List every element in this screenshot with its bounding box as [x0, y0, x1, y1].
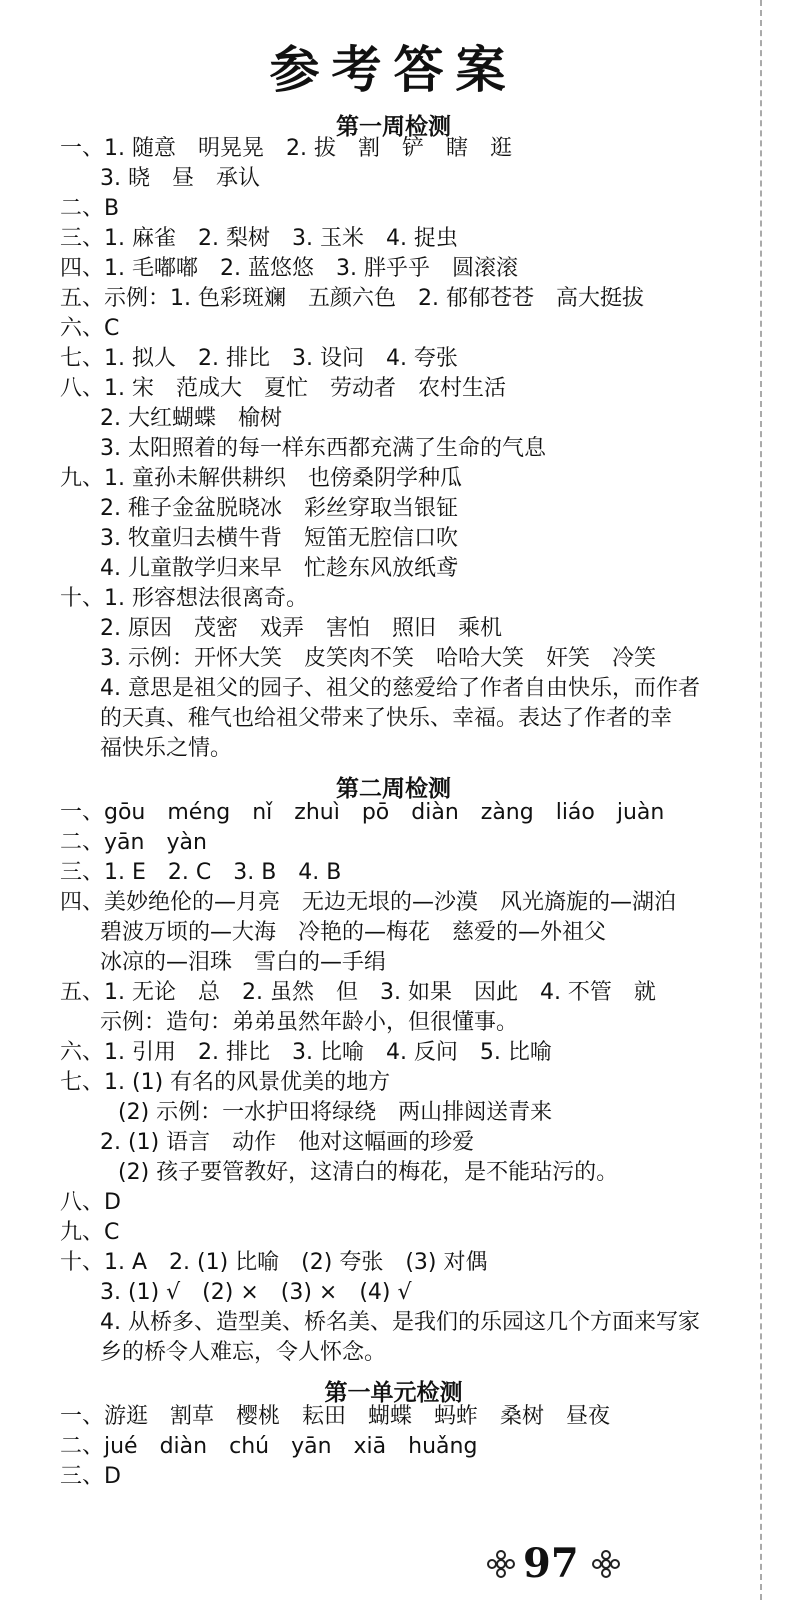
answer-line: 3. 牧童归去横牛背 短笛无腔信口吹 [100, 526, 458, 551]
answer-line: 三、D [60, 1464, 121, 1489]
answer-line: 福快乐之情。 [100, 736, 233, 761]
answer-line: 2. 稚子金盆脱晓冰 彩丝穿取当银钲 [100, 496, 458, 521]
answer-line: 二、yān yàn [60, 830, 207, 855]
flower-icon [590, 1548, 622, 1580]
page-title: 参考答案 [269, 40, 518, 99]
answer-line: 七、1. (1) 有名的风景优美的地方 [60, 1070, 391, 1095]
answer-line: 二、B [60, 196, 120, 221]
answer-line: 八、1. 宋 范成大 夏忙 劳动者 农村生活 [60, 376, 506, 401]
answer-line: 一、gōu méng nǐ zhuì pō diàn zàng liáo juàn [60, 800, 665, 825]
answer-line: 十、1. A 2. (1) 比喻 (2) 夸张 (3) 对偶 [60, 1250, 488, 1275]
answer-line: 4. 儿童散学归来早 忙趁东风放纸鸢 [100, 556, 458, 581]
answer-line: 六、C [60, 316, 120, 341]
section-heading: 第二周检测 [336, 776, 451, 802]
answer-line: 四、美妙绝伦的—月亮 无边无垠的—沙漠 风光旖旎的—湖泊 [60, 890, 677, 915]
answer-line: 3. (1) √ (2) × (3) × (4) √ [100, 1280, 412, 1305]
answer-line: 七、1. 拟人 2. 排比 3. 设问 4. 夸张 [60, 346, 458, 371]
answer-line: 三、1. E 2. C 3. B 4. B [60, 860, 342, 885]
answer-line: (2) 示例：一水护田将绿绕 两山排闼送青来 [118, 1100, 553, 1125]
page-number: 97 [523, 1540, 579, 1587]
answer-line: 一、游逛 割草 樱桃 耘田 蝴蝶 蚂蚱 桑树 昼夜 [60, 1404, 611, 1429]
answer-line: 3. 太阳照着的每一样东西都充满了生命的气息 [100, 436, 546, 461]
answer-line: 八、D [60, 1190, 121, 1215]
answer-line: 三、1. 麻雀 2. 梨树 3. 玉米 4. 捉虫 [60, 226, 458, 251]
answer-line: 五、示例：1. 色彩斑斓 五颜六色 2. 郁郁苍苍 高大挺拔 [60, 286, 644, 311]
answer-line: 3. 晓 昼 承认 [100, 166, 260, 191]
answer-line: 四、1. 毛嘟嘟 2. 蓝悠悠 3. 胖乎乎 圆滚滚 [60, 256, 518, 281]
answer-line: 2. (1) 语言 动作 他对这幅画的珍爱 [100, 1130, 475, 1155]
answer-line: 3. 示例：开怀大笑 皮笑肉不笑 哈哈大笑 奸笑 冷笑 [100, 646, 656, 671]
answer-line: 二、jué diàn chú yān xiā huǎng [60, 1434, 478, 1459]
answer-line: 五、1. 无论 总 2. 虽然 但 3. 如果 因此 4. 不管 就 [60, 980, 656, 1005]
section-heading: 第一周检测 [336, 114, 451, 140]
answer-line: 4. 意思是祖父的园子、祖父的慈爱给了作者自由快乐，而作者 [100, 676, 700, 701]
answer-line: 碧波万顷的—大海 冷艳的—梅花 慈爱的—外祖父 [100, 920, 607, 945]
answer-line: 十、1. 形容想法很离奇。 [60, 586, 308, 611]
flower-icon [485, 1548, 517, 1580]
page-number-area [485, 1540, 635, 1590]
answer-line: 2. 原因 茂密 戏弄 害怕 照旧 乘机 [100, 616, 502, 641]
answer-line: 示例：造句：弟弟虽然年龄小，但很懂事。 [100, 1010, 519, 1035]
answer-line: 乡的桥令人难忘，令人怀念。 [100, 1340, 387, 1365]
answer-line: 4. 从桥多、造型美、桥名美、是我们的乐园这几个方面来写家 [100, 1310, 700, 1335]
answer-line: 一、1. 随意 明晃晃 2. 拔 割 铲 瞎 逛 [60, 136, 512, 161]
answer-line: 冰凉的—泪珠 雪白的—手绢 [100, 950, 387, 975]
answer-line: 九、C [60, 1220, 120, 1245]
answer-line: 六、1. 引用 2. 排比 3. 比喻 4. 反问 5. 比喻 [60, 1040, 552, 1065]
section-heading: 第一单元检测 [324, 1380, 463, 1406]
answer-line: 九、1. 童孙未解供耕织 也傍桑阴学种瓜 [60, 466, 462, 491]
answer-line: (2) 孩子要管教好，这清白的梅花，是不能玷污的。 [118, 1160, 619, 1185]
answer-line: 2. 大红蝴蝶 榆树 [100, 406, 282, 431]
answer-line: 的天真、稚气也给祖父带来了快乐、幸福。表达了作者的幸 [100, 706, 673, 731]
